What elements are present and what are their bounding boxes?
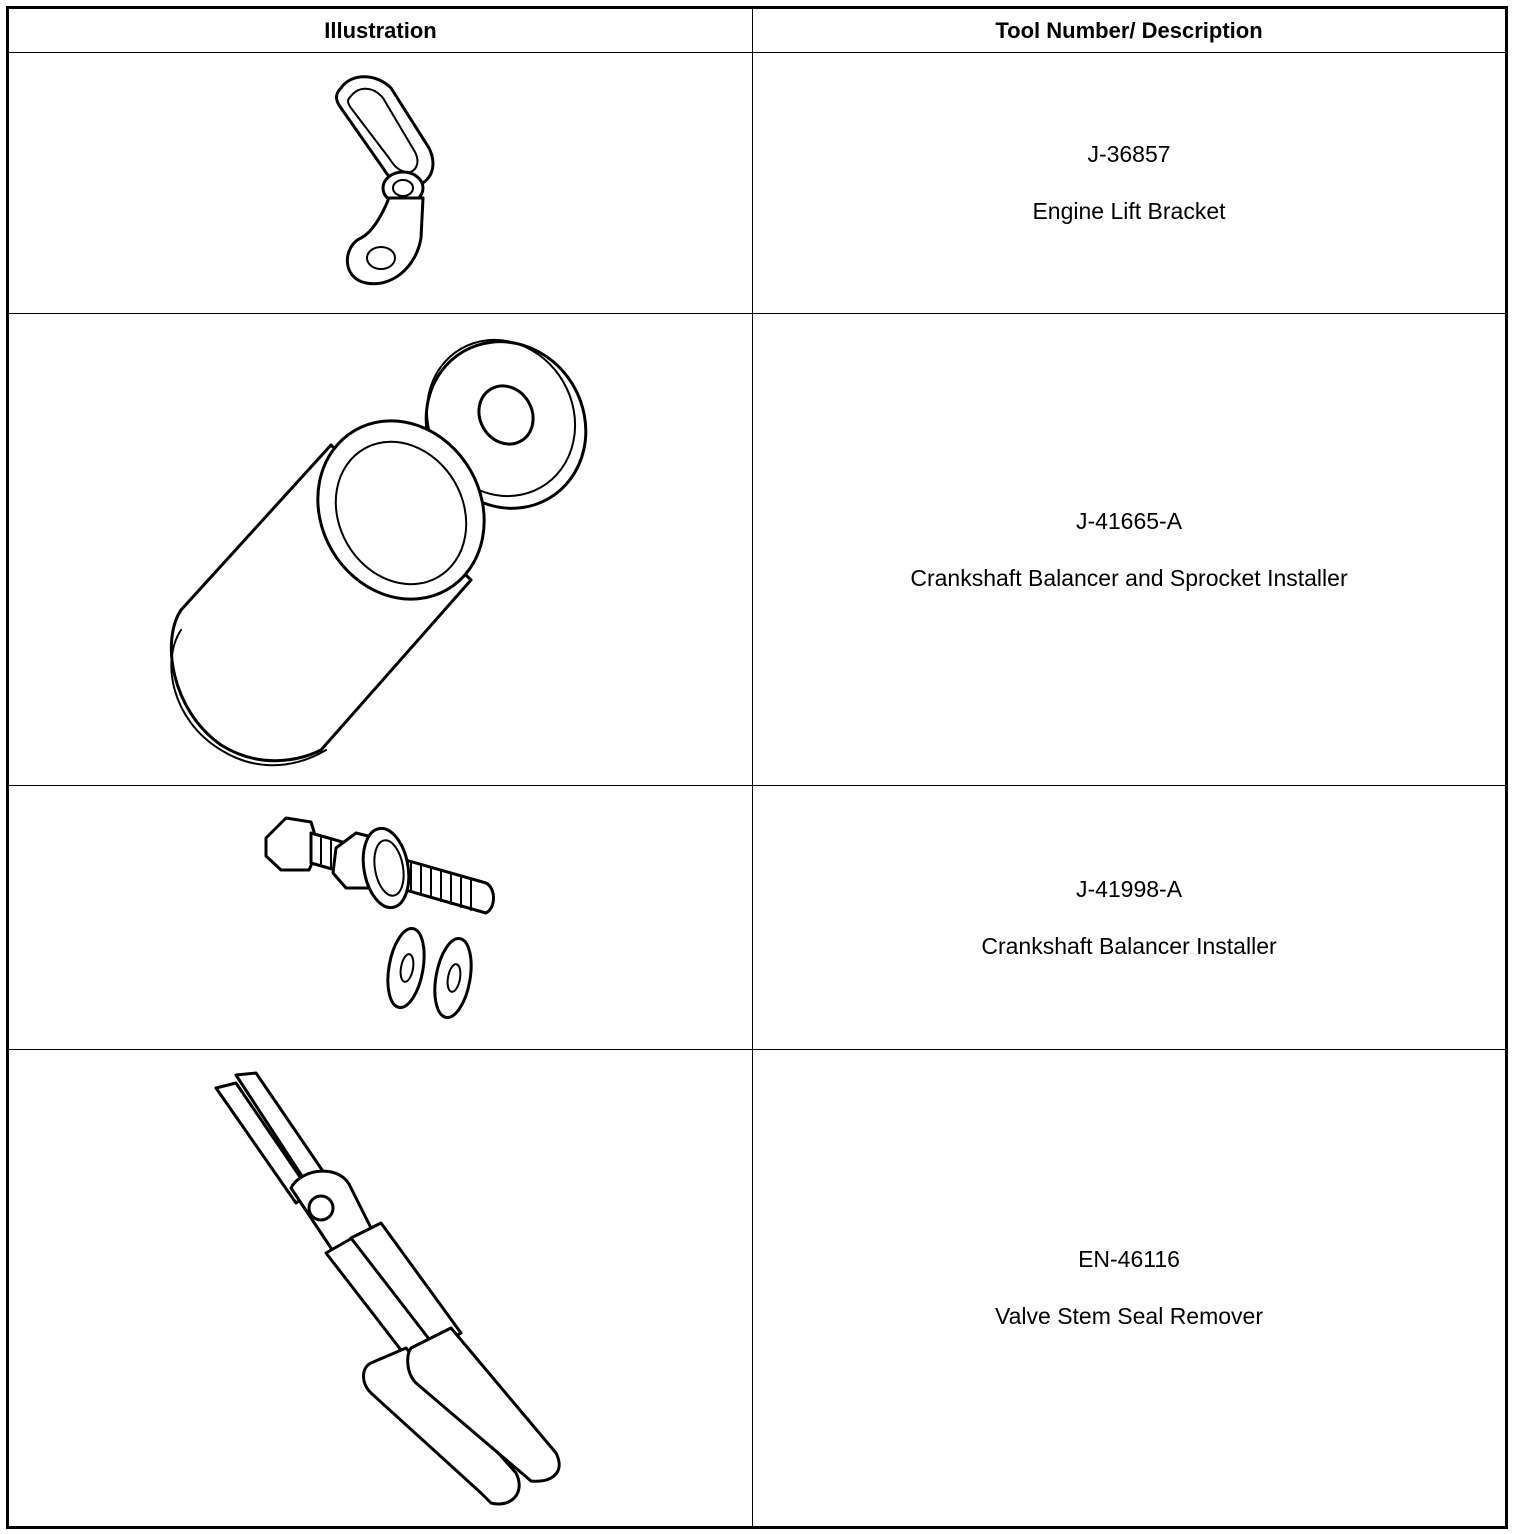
tool-description-cell <box>753 314 1507 786</box>
tool-description-cell <box>753 1050 1507 1528</box>
header-illustration: Illustration <box>8 8 753 53</box>
tool-number: J-36857 <box>1087 141 1171 167</box>
tool-description: Crankshaft Balancer and Sprocket Installer <box>910 564 1348 591</box>
tool-number: EN-46116 <box>1078 1246 1180 1272</box>
crankshaft-balancer-installer-icon <box>261 808 501 1028</box>
special-tools-table <box>6 6 1508 1529</box>
tool-description: Valve Stem Seal Remover <box>994 1303 1263 1329</box>
tool-number: J-41665-A <box>1075 507 1183 534</box>
header-tool-number-description: Tool Number/ Description <box>753 8 1507 53</box>
illustration-cell <box>8 786 753 1050</box>
header-row <box>8 8 1507 53</box>
crankshaft-balancer-sprocket-installer-icon <box>161 330 601 770</box>
tool-description: Crankshaft Balancer Installer <box>981 932 1277 959</box>
engine-lift-bracket-icon <box>311 68 451 298</box>
table-row <box>8 786 1507 1050</box>
table-row <box>8 314 1507 786</box>
tool-description-cell <box>753 786 1507 1050</box>
tool-description: Engine Lift Bracket <box>1032 198 1226 224</box>
table-row <box>8 1050 1507 1528</box>
illustration-cell <box>8 53 753 314</box>
illustration-cell <box>8 1050 753 1528</box>
tool-number: J-41998-A <box>1075 875 1183 902</box>
illustration-cell <box>8 314 753 786</box>
table-row <box>8 53 1507 314</box>
tool-description-cell <box>753 53 1507 314</box>
valve-stem-seal-remover-icon <box>201 1063 561 1513</box>
